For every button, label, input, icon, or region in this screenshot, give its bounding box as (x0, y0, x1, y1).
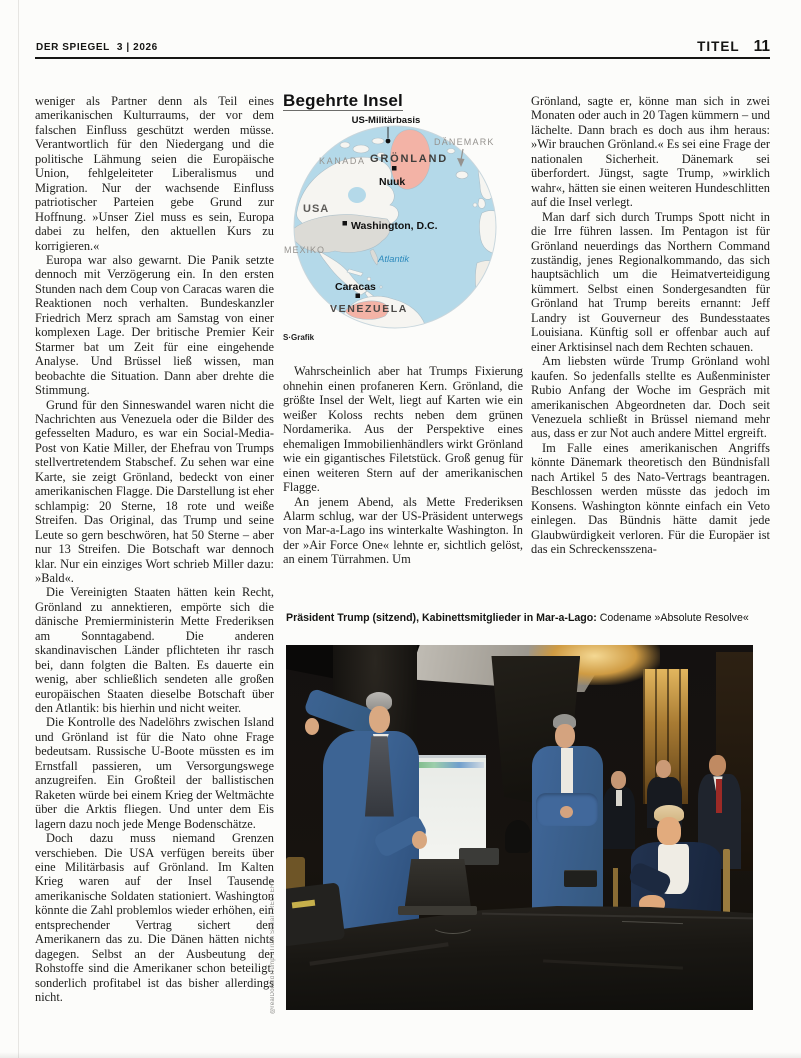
gold-chair-post (723, 849, 730, 915)
map-britain (478, 199, 485, 209)
map-label-usa: USA (303, 203, 330, 216)
map-label-denmark: DÄNEMARK (434, 137, 495, 148)
paragraph: Europa war also gewarnt. Die Panik setzte dennoch mit Verzögerung ein. In den ersten Stunden nach dem Coup von Caracas waren die Reaktionen noch verhalten. Bundeskanzler Friedrich Merz sprach am Samstag von einer komplexen Lage. Der britische Premier Keir Starmer bat um Zeit für eine eingehende Analyse. Und Brüssel ließ wissen, man beobachte die Situation. Dann aber drehte die Stimmung. (35, 252, 274, 398)
paragraph: Doch dazu muss niemand Grenzen verschieben. Die USA verfügen bereits über eine Militärbasis auf Grönland. Im Kalten Krieg waren auf der Insel Tausende amerikanische Soldaten stationiert. Washington könnte die Zahl problemlos wieder erhöhen, ein entsprechender Vertrag sichert den Amerikanern das zu. Die Dänen hätten nichts dagegen. Selbst an der Ausbeutung der Rohstoffe sind die Amerikaner schon beteiligt, sonderlich profitabel ist das bisher allerdings nicht. (35, 831, 274, 1005)
map-ireland (473, 203, 477, 207)
greenland-globe-map (283, 111, 523, 343)
paragraph: Wahrscheinlich aber hat Trumps Fixierung ohnehin einen profaneren Kern. Grönland, die größte Insel der Welt, liegt auf Karten wie ein weißer Koloss rechts neben dem grünen Nordamerika. Aus der Perspektive eines ehemaligen Immobilienhändlers wirkt Grönland wie ein gigantisches Filetstück. Groß genug für einen weiteren Stern auf der amerikanischen Flagge. (283, 364, 523, 495)
map-antilles (380, 286, 382, 288)
laptop-cable (431, 915, 475, 933)
paragraph: Am liebsten würde Trump Grönland wohl kaufen. So jedenfalls stellte es Außenminister Rubio Anfang der Woche im Gespräch mit amerikanischen Abgeordneten dar. Doch seit Venezuela schließt in Brüssel niemand mehr aus, dass er zur Not auch andere Mittel ergreift. (531, 354, 770, 441)
photo-caption-normal: Codename »Absolute Resolve« (596, 612, 749, 624)
text-column-1 (35, 94, 274, 1005)
nuuk-marker (392, 166, 397, 171)
equipment-case (286, 882, 345, 946)
map-arctic-island (353, 145, 369, 153)
background-aide-head (656, 760, 671, 778)
header-rule (35, 57, 770, 59)
photo-caption (286, 612, 756, 624)
conference-phone (564, 870, 597, 887)
header-magazine-issue (36, 42, 158, 53)
background-aide-head (611, 771, 626, 789)
infographic-title: Begehrte Insel (283, 91, 403, 110)
us-base-marker-dot (386, 139, 391, 144)
paragraph: Im Falle eines amerikanischen Angriffs könnte Dänemark theoretisch den Bündnisfall nach Artikel 5 des Nato-Vertrags beantragen. Beschlossen werden müsste das jedoch im Konsens. Washington könnte einfach ein Veto einlegen. Das Bündnis hätte damit jede Glaubwürdigkeit verloren. Für die Europäer ist das ein Schreckensszena- (531, 440, 770, 557)
map-africa (475, 261, 516, 314)
paragraph: Man darf sich durch Trumps Spott nicht in die Irre führen lassen. Im Pentagon ist für Grönland neuerdings das Northern Command zuständig, jenes Regionalkommando, das sich hauptsächlich um die Heimatverteidigung kümmert. Selbst einen Sondergesandten für Grönland hat Trump bereits ernannt: Jeff Landry ist Gouverneur des Bundesstaates Louisiana. Künftig soll er offenbar auch auf einer Arktisinsel nach dem Rechten schauen. (531, 209, 770, 354)
map-hudson-bay (348, 187, 366, 203)
laptop (405, 859, 471, 908)
text-column-2 (283, 91, 523, 567)
paragraph: Die Kontrolle des Nadelöhrs zwischen Island und Grönland ist für die Nato ohne Frage bedeutsam. Russische U-Boote müssten es im Ernstfall passieren, um Versorgungswege anzugreifen. Ein Großteil der ballistischen Raketen würde bei einem Krieg der Weltmächte über die Arktis fliegen. Und unter dem Eis lagern dazu noch jede Menge Bodenschätze. (35, 715, 274, 831)
map-label-nuuk: Nuuk (379, 176, 406, 189)
section-title: TITEL (697, 39, 740, 54)
map-label-us-base: US-Militärbasis (351, 115, 421, 127)
speaker-pointing-hand (305, 718, 319, 735)
map-iceland (456, 172, 468, 180)
background-official-red-tie (716, 779, 722, 814)
background-official-head (709, 755, 726, 776)
speaker-left-hand (412, 831, 427, 849)
paragraph: weniger als Partner denn als Teil eines amerikanischen Kulturraums, der vor dem falschen Einfluss geschützt werden müsse. Verantwortlich für den Niedergang und die politische Lähmung seien die Europäische Union, fehlgeleiteter Liberalismus und Migration. Nur der wachsende Einfluss patriotischer Parteien gebe Grund zur Hoffnung. »Unser Ziel muss es sein, Europa dabei zu helfen, den aktuellen Kurs zu korrigieren.« (35, 94, 274, 253)
map-arctic-island (340, 142, 350, 148)
photo-caption-bold: Präsident Trump (sitzend), Kabinettsmitglieder in Mar-a-Lago: (286, 612, 597, 624)
paragraph: Die Vereinigten Staaten hätten kein Recht, Grönland zu annektieren, empörte sich die dänische Premierministerin Mette Frederiksen am Sonntagabend. Die anderen skandinavischen Länder pflichteten ihr rasch bei, dann folgten die Balten. Es dauerte ein wenig, aber schließlich sendeten alle großen europäischen Staaten dieselbe Botschaft über den Atlantik: bis hierhin und nicht weiter. (35, 585, 274, 716)
washington-marker (343, 221, 348, 226)
map-label-washington: Washington, D.C. (351, 220, 438, 233)
header-section-page (697, 38, 770, 56)
paragraph: Grund für den Sinneswandel waren nicht die Nachrichten aus Venezuela oder die Bilder des gefesselten Maduro, es war ein Social-Media-Post von Katie Miller, der Ehefrau von Trumps stellvertretendem Stabschef. Zu sehen war eine Karte, sie zeigt Grönland, bedeckt von einer amerikanischen Flagge. Die Darstellung ist eher schlampig: 20 Sterne, 18 rote und weiße Streifen. Das Original, das Trump und seine Leute so gern beschwören, hat 50 Sterne – aber nur 13 Streifen. Die Botschaft war dennoch klar. Nur ein einziges Wort schrieb Miller dazu: »Bald«. (35, 397, 274, 585)
paragraph: An jenem Abend, als Mette Frederiksen Alarm schlug, war der US-Präsident unterwegs von Mar-a-Lago ins winterkalte Washington. In der »Air Force One« lehnte er, sichtlich gelöst, an einem Türrahmen. Um (283, 494, 523, 567)
caracas-marker (356, 294, 361, 299)
text-column-3 (531, 94, 770, 557)
column-2-text (283, 364, 523, 566)
page-bottom-shade (0, 1052, 801, 1058)
photo-mar-a-lago (286, 645, 753, 1010)
map-label-greenland: GRÖNLAND (370, 153, 448, 166)
page-edge-line (18, 0, 19, 1058)
map-label-canada: KANADA (319, 156, 366, 167)
magazine-name: DER SPIEGEL (36, 42, 110, 53)
speaker-face (369, 706, 390, 734)
map-label-mexico: MEXIKO (284, 245, 326, 256)
laptop-base (398, 906, 477, 915)
photo-credit: @realDonaldTrump / Truth Social / REUTERS (270, 879, 276, 1014)
map-credit: S·Grafik (283, 333, 315, 343)
silhouette-head (505, 820, 531, 853)
map-label-atlantic: Atlantik (378, 254, 410, 266)
background-aide-shirt (616, 790, 622, 806)
paragraph: Grönland, sagte er, könne man sich in zwei Monaten oder auch in 20 Tagen kümmern – und lächelte. Dann brach es doch aus ihm heraus: »Wir brauchen Grönland.« Es sei eine Frage der nationalen Sicherheit. Dänemark sei überfordert. Jüngst, sagte Trump, »wirklich wahr«, hätten sie einen weiteren Hundeschlitten auf die Insel verlegt. (531, 94, 770, 210)
cabinet-member-hand (560, 806, 573, 818)
issue-number: 3 | 2026 (116, 42, 158, 53)
map-svalbard (447, 149, 455, 154)
map-arctic-island (372, 138, 384, 144)
trump-face (657, 817, 681, 845)
cabinet-member-face (555, 724, 575, 748)
map-label-caracas: Caracas (335, 281, 376, 294)
map-label-venezuela: VENEZUELA (330, 303, 408, 316)
page-number: 11 (753, 38, 770, 55)
cabinet-member-shirt (561, 748, 573, 795)
